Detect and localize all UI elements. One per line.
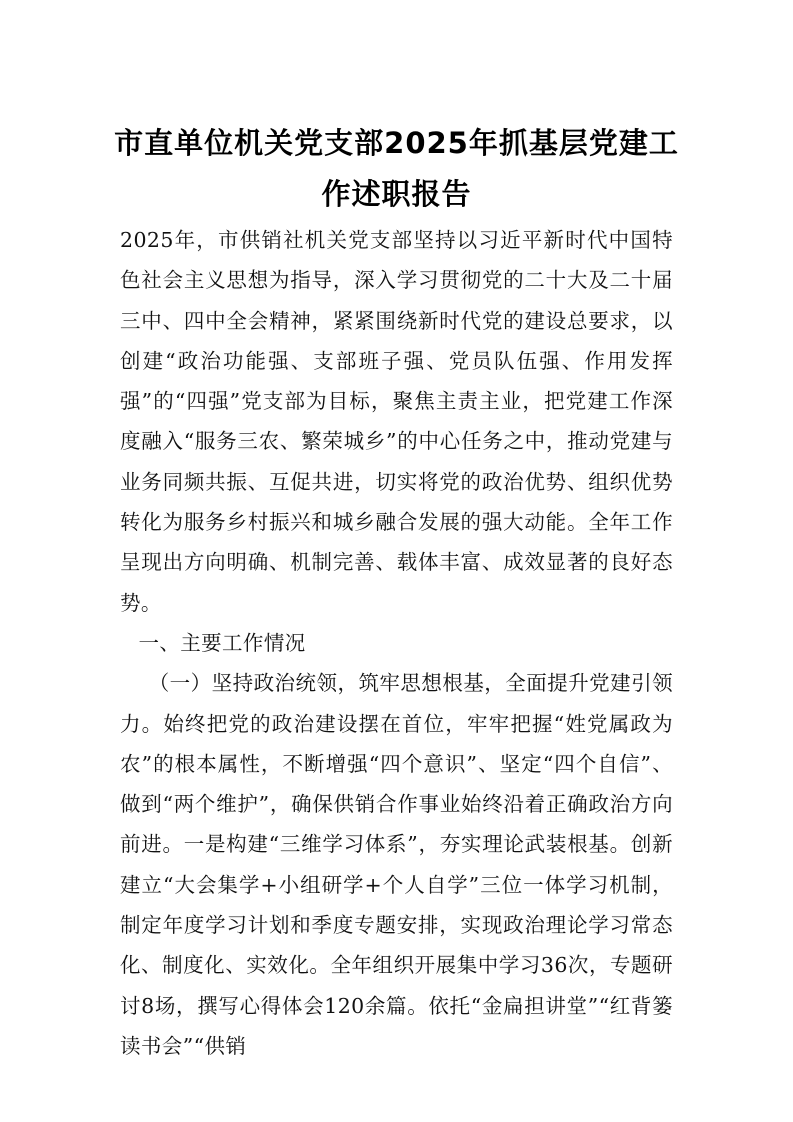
document-title: 市直单位机关党支部2025年抓基层党建工作述职报告: [114, 126, 679, 211]
subsection-paragraph: （一）坚持政治统领，筑牢思想根基，全面提升党建引领力。始终把党的政治建设摆在首位，牢牢把握“姓党属政为农”的根本属性，不断增强“四个意识”、坚定“四个自信”、做到“两个维护”，确保供销合作事业始终沿着正确政治方向前进。一是构建“三维学习体系”，夯实理论武装根基。创新建立“大会集学+小组研学+个人自学”三位一体学习机制，制定年度学习计划和季度专题安排，实现政治理论学习常态化、制度化、实效化。全年组织开展集中学习36次，专题研讨8场，撰写心得体会120余篇。依托“金扁担讲堂”“红背篓读书会”“供销: [120, 671, 673, 1058]
intro-paragraph: 2025年，市供销社机关党支部坚持以习近平新时代中国特色社会主义思想为指导，深入学习贯彻党的二十大及二十届三中、四中全会精神，紧紧围绕新时代党的建设总要求，以创建“政治功能强、支部班子强、党员队伍强、作用发挥强”的“四强”党支部为目标，聚焦主责主业，把党建工作深度融入“服务三农、繁荣城乡”的中心任务之中，推动党建与业务同频共振、互促共进，切实将党的政治优势、组织优势转化为服务乡村振兴和城乡融合发展的强大动能。全年工作呈现出方向明确、机制完善、载体丰富、成效显著的良好态势。: [120, 228, 673, 615]
section-heading: 一、主要工作情况: [138, 630, 306, 655]
document-body: [120, 220, 673, 1066]
